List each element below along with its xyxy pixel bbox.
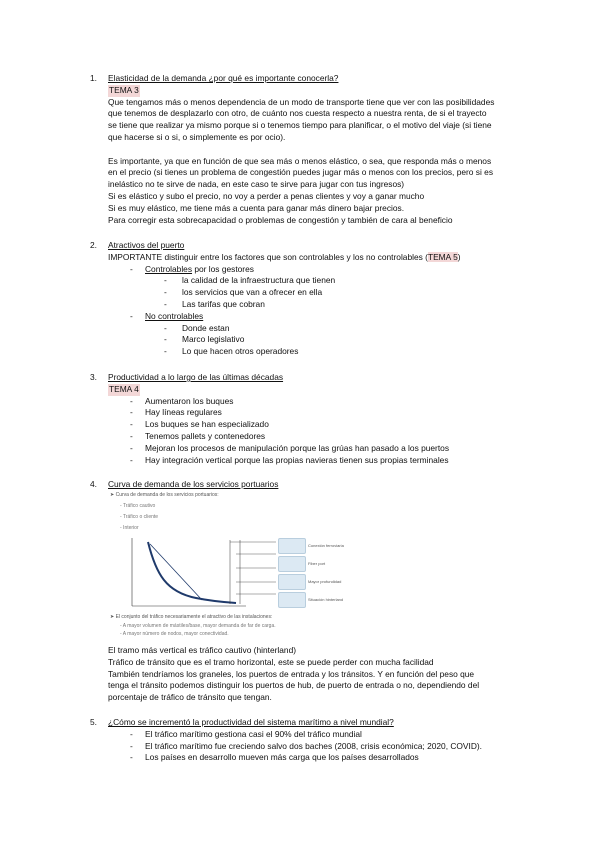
list-item: - la calidad de la infraestructura que tienen xyxy=(164,275,336,286)
text-line: que tenemos de desplazarlo con otro, de cuánto nos cuesta respecto a nuestra renta, de si el trayecto xyxy=(108,108,487,119)
figure-bullet: ➤ Curva de demanda de los servicios portuarios: xyxy=(110,492,219,498)
section-number: 2. xyxy=(90,240,97,250)
list-item: - Hay integración vertical porque las propias navieras tienen sus propias terminales xyxy=(130,454,449,465)
list-item: - Lo que hacen otros operadores xyxy=(164,346,299,357)
text-line: porcentaje de tráfico de tránsito que tengan. xyxy=(108,692,272,703)
list-item: - Donde estan xyxy=(164,322,230,333)
text-line: Si es muy elástico, me tiene más a cuenta para ganar más dinero bajar precios. xyxy=(108,202,405,213)
paragraph xyxy=(92,97,532,227)
list-item: - Tenemos pallets y contenedores xyxy=(130,430,266,441)
text-line: inelástico no te sirve de nada, en este caso te sirve para jugar con tus ingresos) xyxy=(108,179,405,190)
text-line: El tramo más vertical es tráfico cautivo (hinterland) xyxy=(108,645,297,655)
list-item: - Marco legislativo xyxy=(164,334,245,345)
list-item: - Controlables por los gestores xyxy=(130,263,254,274)
text-line: se tiene que realizar ya mismo porque si o tenemos tiempo para planificar, o el motivo del viaje (si tiene xyxy=(108,120,492,131)
figure-subitem: - A mayor número de nodos, mayor conectividad. xyxy=(120,631,229,637)
section-title: Atractivos del puerto xyxy=(108,240,185,250)
intro-line: IMPORTANTE distinguir entre los factores que son controlables y los no controlables (TEMA 5) xyxy=(108,251,461,262)
list-item: - El tráfico marítimo gestiona casi el 90% del tráfico mundial xyxy=(130,728,362,739)
text-line: que hacerse si o si, o simplemente es por ocio). xyxy=(108,131,286,142)
section-number: 5. xyxy=(90,717,97,727)
section-4-text xyxy=(92,645,532,704)
list-item: - Los buques se han especializado xyxy=(130,419,269,430)
list-item: - Hay líneas regulares xyxy=(130,407,222,418)
figure-subitem: - Tráfico cautivo xyxy=(120,503,156,509)
figure-box-label: Mayor profundidad xyxy=(308,579,342,584)
text-line: Si es elástico y subo el precio, no voy a perder a penas clientes y voy a ganar mucho xyxy=(108,190,425,201)
section-number: 4. xyxy=(90,479,97,489)
text-line: Es importante, ya que en función de que sea más o menos elástico, o sea, que responda más o menos xyxy=(108,155,492,166)
list-item: - Los países en desarrollo mueven más carga que los países desarrollados xyxy=(130,752,419,763)
list-item: - Las tarifas que cobran xyxy=(164,298,265,309)
text-line: También tendríamos los graneles, los puertos de entrada y los tránsitos. Y en función del peso que xyxy=(108,668,475,679)
section-1 xyxy=(92,73,532,226)
figure-subitem: - Tráfico o cliente xyxy=(120,514,159,520)
text-line: tenga el tránsito podemos distinguir los puertos de hub, de puerto de entrada o no, dependiendo del xyxy=(108,680,480,691)
section-title: Productividad a lo largo de las últimas décadas xyxy=(108,372,284,382)
text-line: Tráfico de tránsito que es el tramo horizontal, este se puede perder con mucha facilidad xyxy=(108,656,434,667)
section-3 xyxy=(92,372,532,466)
list-item: - No controlables xyxy=(130,310,204,321)
list-item: - Mejoran los procesos de manipulación porque las grúas han pasado a los puertos xyxy=(130,442,450,453)
paragraph xyxy=(92,645,532,704)
section-title: Curva de demanda de los servicios portuarios xyxy=(108,479,279,489)
figure-port-box xyxy=(278,538,306,554)
tema-tag: TEMA 5 xyxy=(427,251,458,262)
figure-subitem: - Interior xyxy=(120,525,139,531)
figure-subitem: - A mayor volumen de mástiles/base, mayor demanda de far de carga. xyxy=(120,623,276,629)
figure-box-label: Fiber port xyxy=(308,561,326,566)
section-5 xyxy=(92,717,532,764)
section-title: ¿Cómo se incrementó la productividad del sistema marítimo a nivel mundial? xyxy=(108,717,394,727)
section-number: 3. xyxy=(90,372,97,382)
figure-bullet: ➤ El conjunto del tráfico necesariamente el atractivo de las instalaciones: xyxy=(110,614,273,620)
tema-tag: TEMA 4 xyxy=(109,383,139,394)
section-number: 1. xyxy=(90,73,97,83)
list-item: - El tráfico marítimo fue creciendo salvo dos baches (2008, crisis económica; 2020, COVID). xyxy=(130,740,483,751)
tema-tag: TEMA 3 xyxy=(109,84,139,95)
list-item: - los servicios que van a ofrecer en ella xyxy=(164,287,323,298)
text-line: Para corregir esta sobrecapacidad o problemas de congestión y también de cara al beneficio xyxy=(108,214,453,225)
list-item: - Aumentaron los buques xyxy=(130,395,234,406)
figure-port-box xyxy=(278,592,306,608)
demand-curve-figure xyxy=(108,490,348,636)
figure-box-label: Conexión ferroviaria xyxy=(308,543,344,548)
figure-port-box xyxy=(278,574,306,590)
section-title: Elasticidad de la demanda ¿por qué es importante conocerla? xyxy=(108,73,339,83)
text-line: Que tengamos más o menos dependencia de un modo de transporte tiene que ver con las posibilidades xyxy=(108,96,495,107)
text-line: en el precio (si tienes un problema de congestión puedes jugar más o menos con los precios, pero si es xyxy=(108,167,494,178)
figure-port-box xyxy=(278,556,306,572)
section-2 xyxy=(92,240,532,358)
figure-box-label: Situación hinterland xyxy=(308,597,344,602)
